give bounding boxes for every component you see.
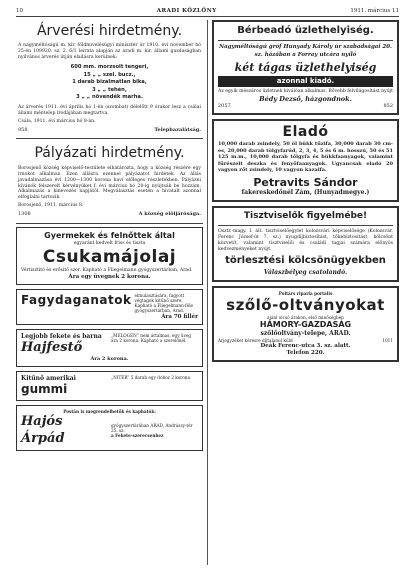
left-column — [16, 20, 208, 565]
tisztviselok-title: Tisztviselők figyelmébe! — [243, 210, 368, 221]
elado-name: Petravits Sándor — [253, 175, 358, 189]
arveresi-notice — [16, 20, 203, 135]
berbeado-note: Az egyik mészáros üzletnek kiválóan alkalmas. Bővebb felvilágosítást nyújt — [218, 89, 393, 95]
hajos-line: Postán is megrendelhetők és kaphatók: — [63, 409, 156, 415]
gummi-brand: gummi — [21, 382, 68, 397]
szolo-address: Deák Ferenc-utca 3. sz. alatt. — [260, 342, 351, 349]
csuka-headline: Gyermekek és felnőttek által — [44, 230, 175, 240]
gummi-line1: Kitűnő amerikai — [21, 374, 76, 382]
berbeado-ref2: 852 — [383, 103, 393, 110]
szolo-price-list: Árjegyzéket kérésre díjtalanul küld — [218, 337, 293, 343]
szolo-body: ajánl olcsó árakon, első minőségben — [267, 314, 344, 320]
szolo-phone: Telefon 220. — [286, 349, 325, 356]
issue-date: 1911. március 11 — [350, 8, 399, 14]
goods-item: 15 „ „ szel. bucz., — [83, 71, 136, 78]
arveresi-signature: Telephazalátság. — [154, 126, 201, 133]
szolo-ad — [212, 286, 399, 362]
arveresi-title: Árverési hirdetmény. — [36, 22, 183, 39]
berbeado-ref: 2057 — [218, 103, 231, 110]
goods-item: 3 „ „ tehén, — [92, 86, 127, 93]
elado-ad — [212, 119, 399, 202]
hajos-ad — [16, 405, 203, 451]
running-header — [16, 8, 399, 17]
elado-title: Eladó — [282, 123, 329, 140]
szolo-brand: szőlő-oltványokat — [226, 296, 385, 315]
hajfesto-brand: Hajfestő — [21, 340, 83, 356]
palyazati-signature: A község elöljárósága. — [138, 211, 201, 218]
szolo-name2: szőlőoltvány-telepe, ARAD. — [260, 330, 351, 338]
fagy-brand: Fagydaganatok — [21, 292, 132, 307]
palyazati-ref: 1308 — [18, 211, 31, 218]
arveresi-place-date: Csála, 1911. évi március hó 8-án. — [18, 118, 96, 124]
berbeado-banner2: azonnal kiadó. — [218, 76, 393, 87]
csuka-brand: Csukamájolaj — [42, 246, 177, 267]
right-column — [212, 20, 399, 565]
szolo-number: 1011 — [382, 337, 393, 343]
goods-item: 600 mm. morzsolt tengeri, — [70, 64, 149, 71]
arveresi-ref: 958 — [18, 126, 28, 133]
hajos-body: gyógyszertárában ARAD, Andrássy-tér 25. sz. — [111, 422, 193, 433]
goods-item: 1 darab bizalmatlan bika, — [72, 79, 147, 86]
tisztviselok-ad — [212, 206, 399, 282]
goods-item: 3 „ „ növendék marha. — [76, 94, 143, 101]
arveresi-intro: A nagyméltóságú m. kir. földmivelésügyi miniszter úr 1910. évi november hó 25-én 109920. sz. 2. 6/1 leirata alapján az aradi m. kir. állami gazdaságban nyilvános árverés útján eladásra kerülnek: — [18, 43, 201, 61]
fagydaganat-ad — [16, 289, 203, 325]
masthead: ARADI KÖZLÖNY — [156, 8, 217, 14]
elado-address: fakereskedőnél Zám, (Hunyadmegye.) — [241, 189, 370, 197]
berbeado-banner: két tágas üzlethelyiség — [234, 60, 377, 74]
csuka-price: Ára egy üvegnek 2 korona. — [68, 273, 151, 280]
szolo-name: HÁMORY-GAZDASÁG — [259, 320, 352, 330]
palyazati-place-date: Borosjenő, 1911. március 8. — [18, 203, 84, 209]
palyazati-body: Borosjenő község képviselő-testülete elhatározta, hogy a község részére egy irnokot alkalmaz. Ezen állásra ezennel pályázatot hirdetek. Az állás javadalmazása évi 1200—1300 korona havi előleges részletekben. Pályázni kívánók felszerelt kérvényüket f. évi március hó 20-ig nyújtsák be hozzám. Alkalmazás a kinevezés napjától. Megválasztás esetén a hivatalt azonnal elfoglalni tartozik. — [18, 165, 201, 201]
berbeado-ad — [212, 20, 399, 115]
hajfesto-ad — [16, 329, 203, 367]
arveresi-goods-list — [18, 64, 201, 102]
palyazati-notice — [16, 142, 203, 220]
berbeado-title: Bérbeadó üzlethelyiség. — [237, 24, 374, 36]
arveresi-terms: Az árverés 1911. évi április hó 1-én (szombat) délelőtt 9 órakor lesz a csálai állami méntelep irodájában megtartva. — [18, 104, 201, 116]
hajfesto-lead: Legjobb fekete és barna — [21, 332, 102, 340]
hajos-tag: a Fekete-szerecsenhez — [111, 433, 164, 439]
csuka-body: Vértisztító és erősítő szer. Kapható a Fliegelmann gyógyszertárban, Arad. — [21, 267, 193, 273]
fagy-body: elmulasztására, fagyott végtagok kitűnő szere. Kapható a Fliegelmann-féle gyógyszertárban, Arad. — [134, 292, 194, 314]
tisztviselok-body: Osztr.-magy. I. ált. tisztviselőegylet kolozsvári képviselősége (Kolozsvár, Ferenc József-út 7. sz.) nyugdíjbiztosítást, tőkebiztosítást, kölcsönt közvetít, valamint tisztviselői és családi tagjai számára előnyös kedvezményeket nyújt. — [218, 229, 393, 252]
page-number: 10 — [16, 8, 23, 14]
elado-body: 10,000 darab zsindely, 50 öl bükk tűzifa, 30,000 darab 30 cm-es, 20,000 darab tölgyfarúd, 2, 3, 4, 5 és 6 m. hosszú, 50 és 51 125 m.m., 10,000 darab tőlgyfa és bükkfaanyagok, valamint fűrészelt deszka és fenyőfaanyagok. Ugyancsak eladó 20 vagyon rőt zsindely, 10 vagyon kazalfa. — [218, 141, 393, 173]
hajfesto-body: „MELOGEN” nem ártalmas, egy üveg ára 2 korona. Kapható a szerelőnél. — [111, 332, 192, 343]
csukamajolaj-ad — [16, 227, 203, 285]
tisztviselok-footer: Válaszbélyeg csatolandó. — [263, 269, 348, 277]
hajos-brand: Hajós Árpád — [21, 414, 65, 446]
palyazati-title: Pályázati hirdetmény. — [34, 145, 185, 162]
fagy-price: Ára 70 fillér — [161, 313, 198, 320]
gummi-ad — [16, 371, 203, 402]
hajfesto-price: Ára 2 korona. — [90, 356, 129, 363]
szolo-top: Poltárs riparia portalis — [278, 290, 333, 296]
gummi-body: „NITER” 5 darab egy doboz 2 korona. — [111, 374, 192, 380]
tisztviselok-banner: törlesztési kölcsönügyekben — [225, 254, 386, 266]
berbeado-name: Bédy Dezső, házgondnok. — [259, 95, 352, 104]
berbeado-body: Nagyméltóságú gróf Hunyady Károly úr szabadságai 20. sz. házában a Forray utcára nyíló — [219, 44, 392, 58]
csuka-lead: egyaránt kedvelt friss és tiszta — [73, 240, 146, 246]
